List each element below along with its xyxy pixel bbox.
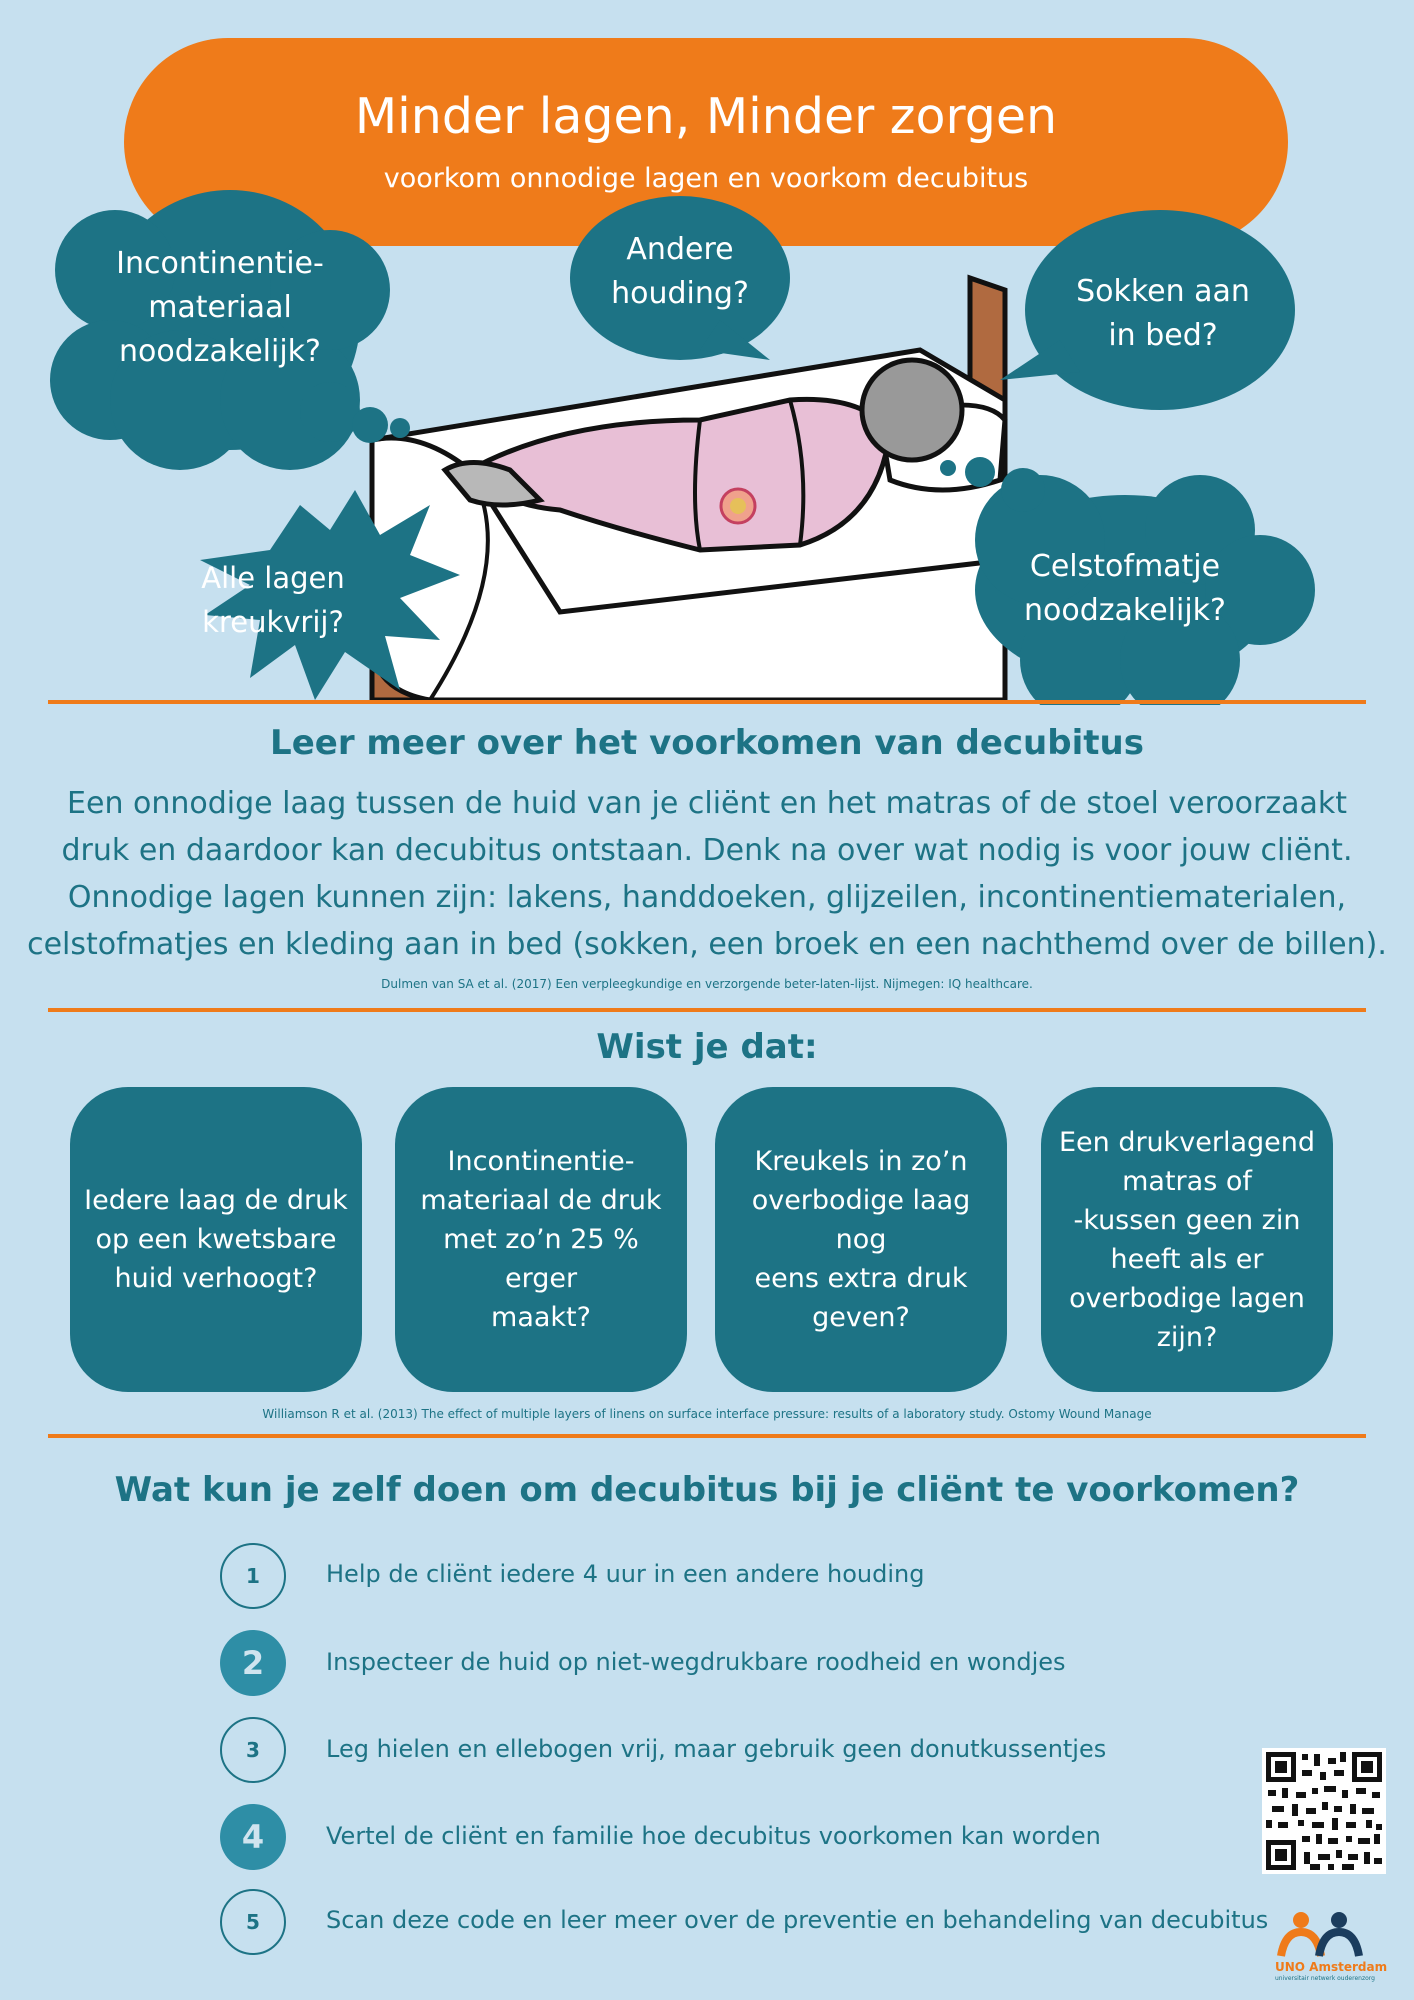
fact-card-line: Een drukverlagend xyxy=(1058,1126,1316,1158)
step-number-4: 4 xyxy=(220,1804,286,1870)
fact-card xyxy=(715,1087,1007,1392)
fact-card-line: -kussen geen zin xyxy=(1073,1204,1301,1236)
bubble-socks-line: in bed? xyxy=(1108,318,1218,353)
bubble-posture-text xyxy=(580,228,780,316)
facts-citation: Williamson R et al. (2013) The effect of multiple layers of linens on surface interface pressure: results of a laboratory study. Ostomy Wound Manage xyxy=(262,1407,1152,1421)
step-number-3: 3 xyxy=(220,1717,286,1783)
fact-card-line: heeft als er xyxy=(1110,1243,1264,1275)
facts-heading: Wist je dat: xyxy=(596,1027,818,1067)
bubble-incontinence-line: materiaal xyxy=(148,290,292,325)
starburst-wrinkle-line: Alle lagen xyxy=(201,561,345,595)
bubble-posture-line: houding? xyxy=(611,276,749,311)
learn-heading: Leer meer over het voorkomen van decubitus xyxy=(270,723,1144,763)
step-number-2: 2 xyxy=(220,1630,286,1696)
page-subtitle: voorkom onnodige lagen en voorkom decubitus xyxy=(383,163,1029,194)
logo-tagline: universitair netwerk ouderenzorg xyxy=(1275,1975,1375,1982)
step-number-1: 1 xyxy=(220,1543,286,1609)
actions-heading: Wat kun je zelf doen om decubitus bij je cliënt te voorkomen? xyxy=(114,1470,1300,1510)
fact-card-line: overbodige lagen xyxy=(1069,1282,1305,1314)
learn-paragraph xyxy=(10,780,1404,968)
bubble-cellulose-text xyxy=(1010,545,1240,633)
starburst-wrinkle-line: kreukvrij? xyxy=(202,605,344,639)
fact-card-line: geven? xyxy=(812,1302,910,1333)
step-text-5: Scan deze code en leer meer over de preventie en behandeling van decubitus xyxy=(326,1906,1269,1934)
fact-card-line: eens extra druk xyxy=(754,1263,968,1294)
fact-card-line: materiaal de druk xyxy=(420,1185,662,1216)
fact-card-line: matras of xyxy=(1122,1165,1252,1197)
learn-line: Een onnodige laag tussen de huid van je cliënt en het matras of de stoel veroorzaakt xyxy=(67,786,1347,821)
bubble-incontinence-line: noodzakelijk? xyxy=(119,334,321,369)
fact-card-line: Iedere laag de druk xyxy=(84,1185,348,1216)
section-divider xyxy=(48,700,1366,704)
fact-card-line: zijn? xyxy=(1156,1321,1218,1353)
section-divider xyxy=(48,1434,1366,1438)
fact-card-line: maakt? xyxy=(491,1302,591,1333)
step-text-2: Inspecteer de huid op niet-wegdrukbare roodheid en wondjes xyxy=(326,1648,1066,1676)
fact-card xyxy=(395,1087,687,1392)
learn-line: celstofmatjes en kleding aan in bed (sokken, een broek en een nachthemd over de billen). xyxy=(27,927,1387,962)
uno-logo-icon xyxy=(1275,1910,1371,1958)
step-text-4: Vertel de cliënt en familie hoe decubitus voorkomen kan worden xyxy=(326,1822,1101,1850)
fact-card-line: huid verhoogt? xyxy=(114,1263,318,1294)
step-text-3: Leg hielen en ellebogen vrij, maar gebruik geen donutkussentjes xyxy=(326,1735,1107,1763)
bubble-socks-line: Sokken aan xyxy=(1076,274,1250,309)
patient-hair xyxy=(862,360,962,460)
starburst-wrinkle-text xyxy=(188,556,358,644)
qr-code[interactable] xyxy=(1262,1748,1386,1874)
fact-card-line: Kreukels in zo’n xyxy=(754,1146,968,1177)
learn-line: druk en daardoor kan decubitus ontstaan. Denk na over wat nodig is voor jouw cliënt. xyxy=(61,833,1353,868)
bubble-socks-text xyxy=(1048,270,1278,358)
bubble-cellulose-line: Celstofmatje xyxy=(1029,549,1221,584)
bubble-incontinence-text xyxy=(100,242,340,374)
bubble-cellulose-line: noodzakelijk? xyxy=(1024,593,1226,628)
fact-card-line: met zo’n 25 % erger xyxy=(443,1224,639,1294)
learn-citation: Dulmen van SA et al. (2017) Een verpleegkundige en verzorgende beter-laten-lijst. Nijmegen: IQ healthcare. xyxy=(381,977,1033,991)
fact-card-line: op een kwetsbare xyxy=(95,1224,337,1255)
fact-card xyxy=(1041,1087,1333,1392)
step-number-5: 5 xyxy=(220,1889,286,1955)
page-title: Minder lagen, Minder zorgen xyxy=(354,88,1058,145)
section-divider xyxy=(48,1008,1366,1012)
qr-code-icon xyxy=(1262,1748,1386,1874)
fact-card xyxy=(70,1087,362,1392)
logo-name: UNO Amsterdam xyxy=(1275,1960,1388,1974)
bubble-posture-line: Andere xyxy=(626,232,734,267)
fact-card-line: Incontinentie- xyxy=(447,1146,635,1177)
step-text-1: Help de cliënt iedere 4 uur in een andere houding xyxy=(326,1560,925,1588)
fact-card-line: overbodige laag nog xyxy=(751,1185,971,1255)
learn-line: Onnodige lagen kunnen zijn: lakens, handdoeken, glijzeilen, incontinentiematerialen, xyxy=(67,880,1347,915)
bubble-incontinence-line: Incontinentie- xyxy=(116,246,324,281)
